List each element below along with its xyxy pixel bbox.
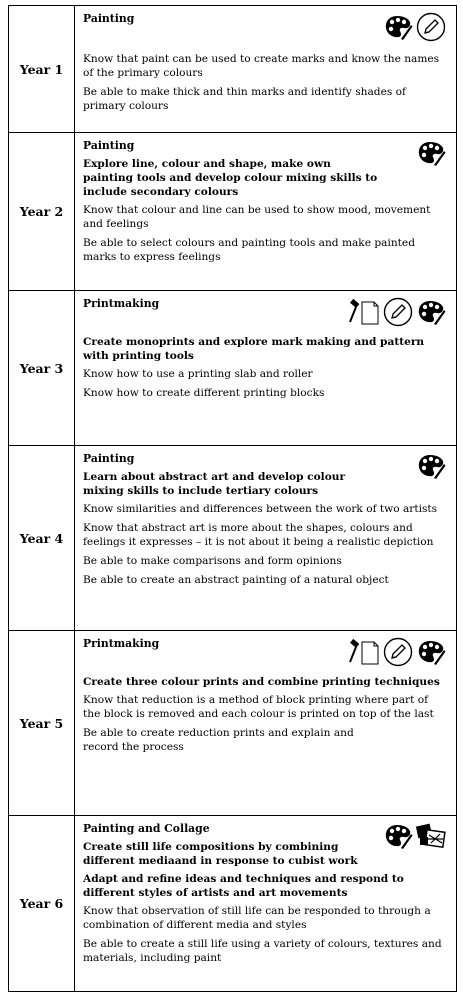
learning-objective: Create three colour prints and combine printing techniques	[83, 676, 440, 688]
year-label: Year 1	[9, 6, 75, 133]
year-label: Year 2	[9, 133, 75, 291]
learning-objective: Create still life compositions by combining different mediaand in response to cubist work	[83, 841, 358, 867]
year-label: Year 3	[9, 291, 75, 446]
icon-group	[348, 297, 446, 327]
topic-title: Painting and Collage	[83, 822, 210, 835]
knowledge-item: Be able to make thick and thin marks and identify shades of primary colours	[83, 86, 406, 112]
knowledge-item: Be able to select colours and painting tools and make painted marks to express feelings	[83, 237, 415, 263]
topic-title: Printmaking	[83, 297, 160, 310]
pencil-icon	[383, 637, 413, 667]
roller-icon	[348, 638, 380, 666]
knowledge-item: Know that colour and line can be used to show mood, movement and feelings	[83, 204, 431, 230]
pencil-icon	[416, 12, 446, 42]
row-content	[75, 446, 457, 631]
table-row	[9, 446, 457, 631]
roller-icon	[348, 298, 380, 326]
knowledge-item: Be able to create reduction prints and explain and record the process	[83, 727, 354, 753]
palette-icon	[416, 638, 446, 666]
table-row	[9, 816, 457, 992]
icon-group	[348, 637, 446, 667]
icon-group	[383, 12, 446, 42]
year-label: Year 6	[9, 816, 75, 992]
knowledge-item: Know how to create different printing blocks	[83, 387, 325, 399]
table-row	[9, 6, 457, 133]
knowledge-item: Know how to use a printing slab and roller	[83, 368, 313, 380]
topic-title: Painting	[83, 452, 135, 465]
icon-group	[416, 452, 446, 480]
topic-title: Painting	[83, 139, 135, 152]
topic-title: Printmaking	[83, 637, 160, 650]
year-label: Year 5	[9, 631, 75, 816]
collage-icon	[416, 823, 446, 849]
table-row	[9, 631, 457, 816]
palette-icon	[383, 822, 413, 850]
knowledge-item: Be able to make comparisons and form opinions	[83, 555, 342, 567]
knowledge-item: Know similarities and differences between the work of two artists	[83, 503, 438, 515]
table-row	[9, 133, 457, 291]
palette-icon	[416, 139, 446, 167]
row-content	[75, 816, 457, 992]
row-content	[75, 6, 457, 133]
table-row	[9, 291, 457, 446]
palette-icon	[416, 452, 446, 480]
icon-group	[383, 822, 446, 850]
icon-group	[416, 139, 446, 167]
learning-objective: Create monoprints and explore mark making and pattern with printing tools	[83, 336, 425, 362]
knowledge-item: Know that observation of still life can be responded to through a combination of different media and styles	[83, 905, 431, 931]
palette-icon	[383, 13, 413, 41]
pencil-icon	[383, 297, 413, 327]
curriculum-table	[8, 5, 457, 992]
learning-objective: Explore line, colour and shape, make own painting tools and develop colour mixing skills to include secondary colours	[83, 158, 378, 198]
knowledge-item: Know that paint can be used to create marks and know the names of the primary colours	[83, 53, 440, 79]
knowledge-item: Know that reduction is a method of block printing where part of the block is removed and each colour is printed on top of the last	[83, 694, 434, 720]
knowledge-item: Know that abstract art is more about the shapes, colours and feelings it expresses – it is not about it being a realistic depiction	[83, 522, 434, 548]
knowledge-item: Be able to create an abstract painting of a natural object	[83, 574, 389, 586]
learning-objective: Adapt and refine ideas and techniques and respond to different styles of artists and art movements	[83, 873, 404, 899]
row-content	[75, 291, 457, 446]
palette-icon	[416, 298, 446, 326]
learning-objective: Learn about abstract art and develop colour mixing skills to include tertiary colours	[83, 471, 346, 497]
topic-title: Painting	[83, 12, 135, 25]
year-label: Year 4	[9, 446, 75, 631]
knowledge-item: Be able to create a still life using a variety of colours, textures and materials, including paint	[83, 938, 442, 964]
row-content	[75, 631, 457, 816]
row-content	[75, 133, 457, 291]
